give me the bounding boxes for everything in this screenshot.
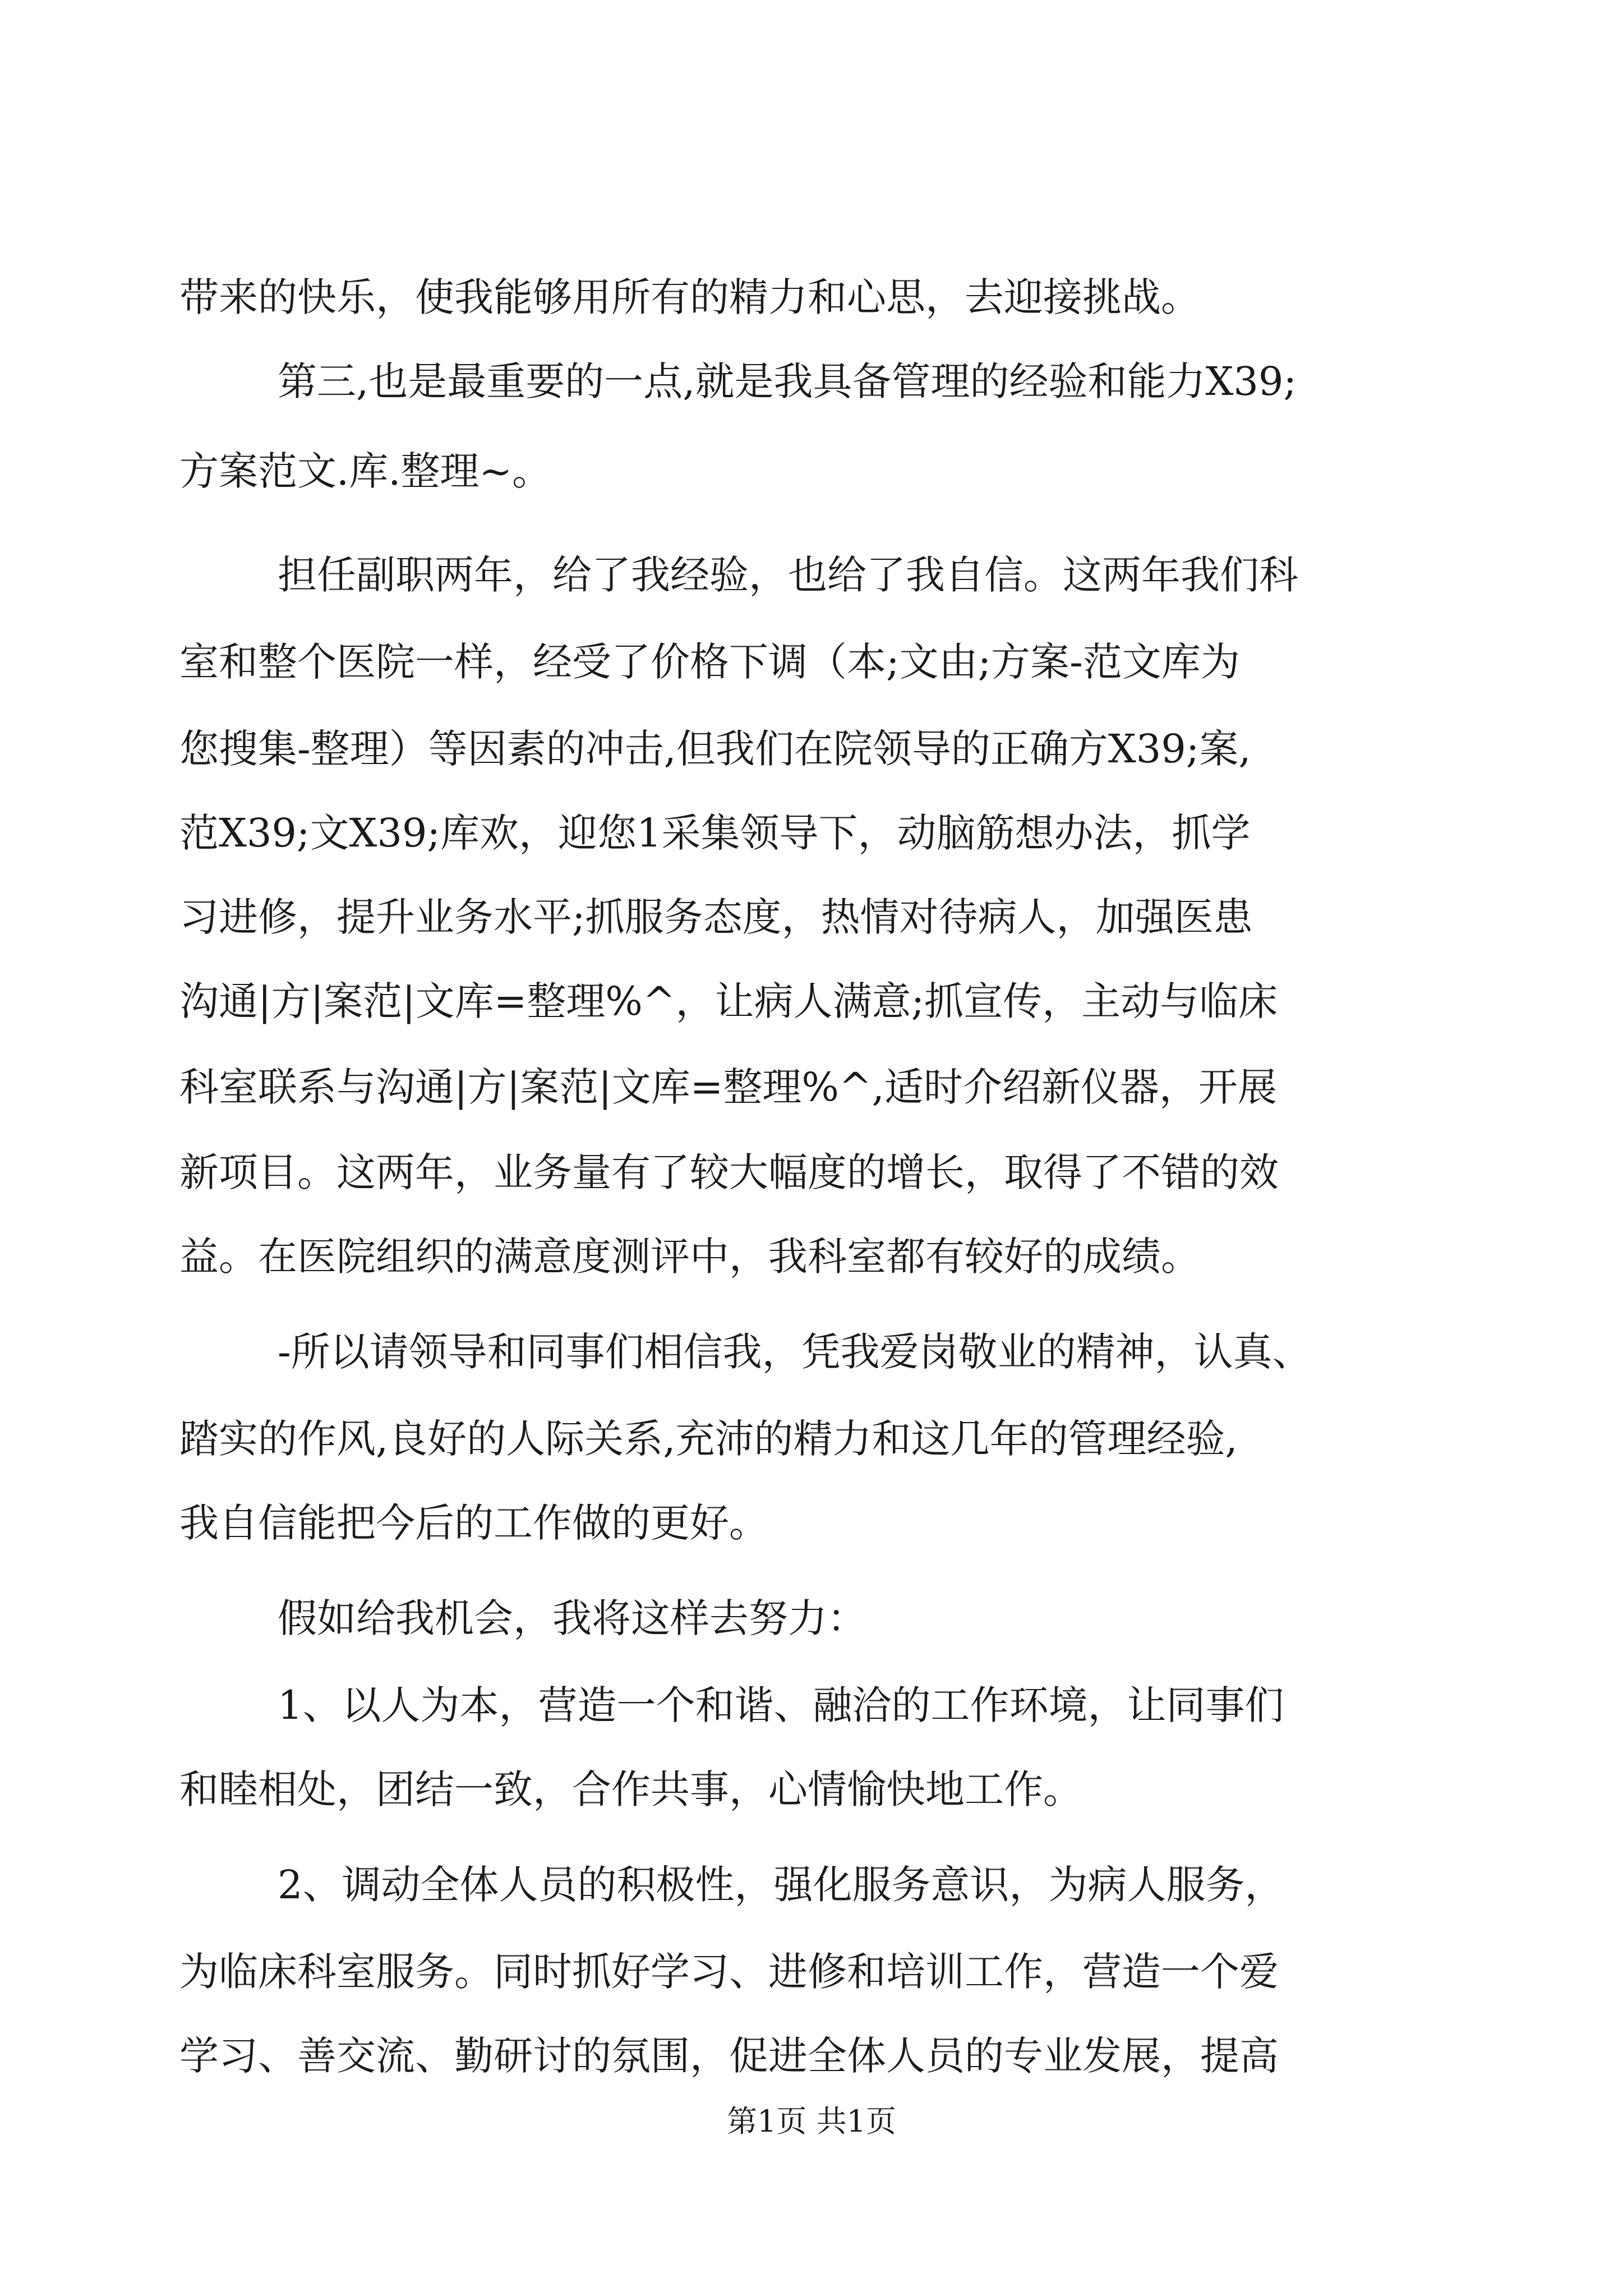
text-line <box>0 269 1623 325</box>
line-text: 方案范文.库.整理~。 <box>179 448 552 494</box>
line-text: 范X39;文X39;库欢，迎您1采集领导下，动脑筋想办法，抓学 <box>179 810 1251 856</box>
text-line <box>0 353 1623 409</box>
line-text: -所以请领导和同事们相信我，凭我爱岗敬业的精神，认真、 <box>278 1329 1312 1375</box>
text-line <box>0 1495 1623 1551</box>
text-line <box>0 443 1623 499</box>
text-line <box>0 1857 1623 1913</box>
line-text: 习进修，提升业务水平;抓服务态度，热情对待病人，加强医患 <box>179 894 1253 940</box>
line-text: 学习、善交流、勤研讨的氛围，促进全体人员的专业发展，提高 <box>179 2033 1279 2079</box>
text-line <box>0 889 1623 945</box>
text-line <box>0 1944 1623 2000</box>
text-line <box>0 1144 1623 1200</box>
line-text: 担任副职两年，给了我经验，也给了我自信。这两年我们科 <box>278 552 1298 598</box>
text-line <box>0 1590 1623 1646</box>
line-text: 踏实的作风,良好的人际关系,充沛的精力和这几年的管理经验, <box>179 1416 1238 1462</box>
line-text: 2、调动全体人员的积极性，强化服务意识，为病人服务， <box>278 1862 1284 1908</box>
text-line <box>0 2028 1623 2084</box>
text-line <box>0 1228 1623 1285</box>
text-line <box>0 1324 1623 1380</box>
line-text: 沟通|方|案范|文库=整理%^，让病人满意;抓宣传，主动与临床 <box>179 978 1278 1024</box>
line-text: 益。在医院组织的满意度测评中，我科室都有较好的成绩。 <box>179 1234 1200 1280</box>
line-text: 假如给我机会，我将这样去努力： <box>278 1595 866 1641</box>
text-line <box>0 634 1623 690</box>
page-footer: 第1页 共1页 <box>727 2104 896 2139</box>
text-line <box>0 721 1623 777</box>
text-line <box>0 1059 1623 1115</box>
line-text: 您搜集-整理）等因素的冲击,但我们在院领导的正确方X39;案, <box>179 726 1251 772</box>
line-text: 和睦相处，团结一致，合作共事，心情愉快地工作。 <box>179 1766 1082 1812</box>
text-line <box>0 805 1623 861</box>
line-text: 室和整个医院一样，经受了价格下调（本;文由;方案-范文库为 <box>179 639 1240 685</box>
text-line <box>0 973 1623 1029</box>
line-text: 为临床科室服务。同时抓好学习、进修和培训工作，营造一个爱 <box>179 1949 1279 1995</box>
line-text: 我自信能把今后的工作做的更好。 <box>179 1500 768 1546</box>
line-text: 第三,也是最重要的一点,就是我具备管理的经验和能力X39; <box>278 358 1297 404</box>
line-text: 科室联系与沟通|方|案范|文库=整理%^,适时介绍新仪器，开展 <box>179 1064 1277 1110</box>
text-line <box>0 1761 1623 1818</box>
text-line <box>0 1677 1623 1733</box>
text-line <box>0 1411 1623 1467</box>
text-line <box>0 547 1623 603</box>
line-text: 新项目。这两年，业务量有了较大幅度的增长，取得了不错的效 <box>179 1149 1279 1195</box>
line-text: 带来的快乐，使我能够用所有的精力和心思，去迎接挑战。 <box>179 274 1200 320</box>
line-text: 1、以人为本，营造一个和谐、融洽的工作环境，让同事们 <box>278 1682 1284 1728</box>
